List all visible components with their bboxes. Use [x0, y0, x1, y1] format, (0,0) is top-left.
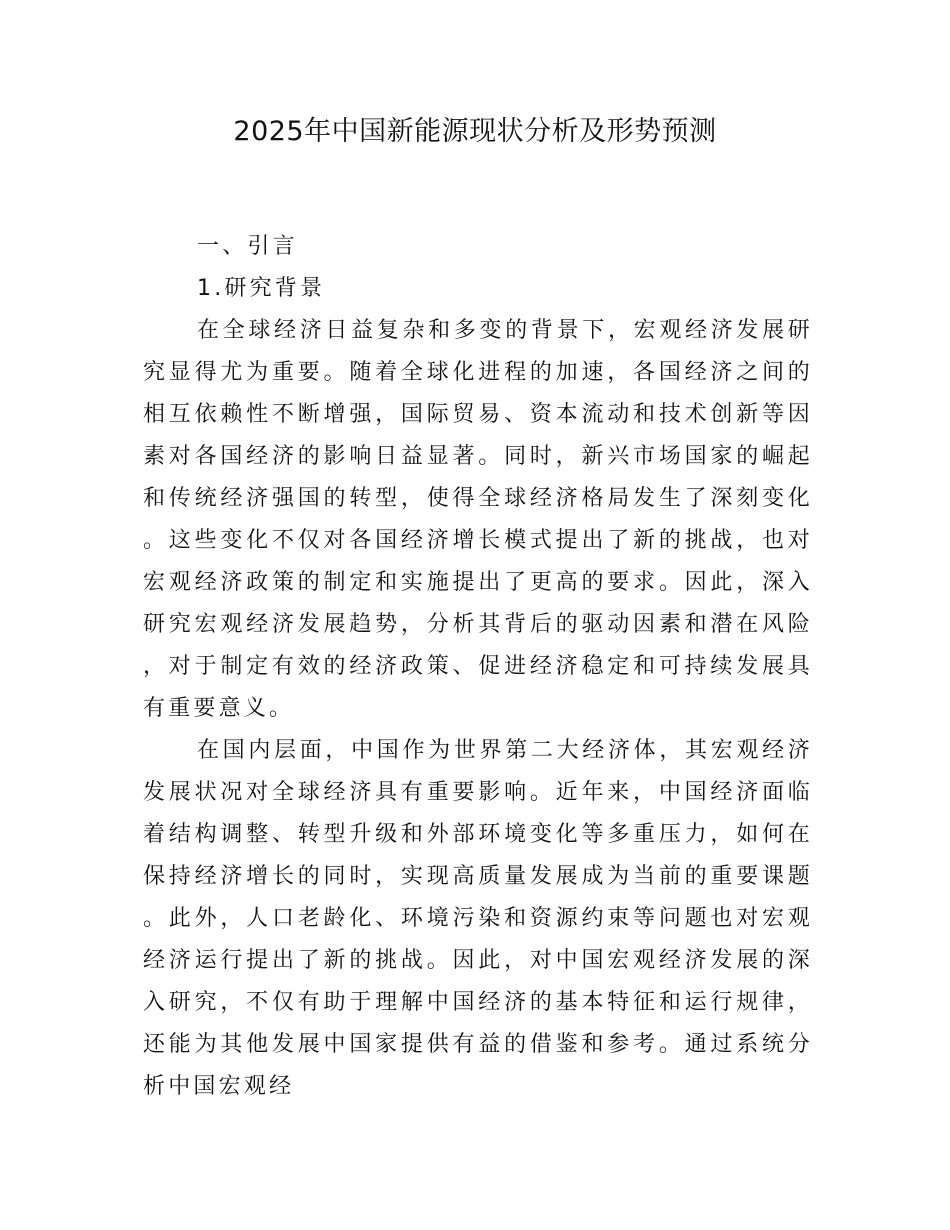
document-title: 2025年中国新能源现状分析及形势预测 — [233, 116, 717, 147]
section-heading-introduction: 一、引言 — [197, 234, 298, 259]
paragraph-domestic-context: 在国内层面，中国作为世界第二大经济体，其宏观经济发展状况对全球经济具有重要影响。近年来，中国经济面临着结构调整、转型升级和外部环境变化等多重压力，如何在保持经济增长的同时，实现高质量发展成为当前的重要课题。此外，人口老龄化、环境污染和资源约束等问题也对宏观经济运行提出了新的挑战。因此，对中国宏观经济发展的深入研究，不仅有助于理解中国经济的基本特征和运行规律，还能为其他发展中国家提供有益的借鉴和参考。通过系统分析中国宏观经 — [143, 738, 813, 1099]
subsection-heading-research-background: 1.研究背景 — [197, 276, 326, 301]
paragraph-global-context: 在全球经济日益复杂和多变的背景下，宏观经济发展研究显得尤为重要。随着全球化进程的加速，各国经济之间的相互依赖性不断增强，国际贸易、资本流动和技术创新等因素对各国经济的影响日益显著。同时，新兴市场国家的崛起和传统经济强国的转型，使得全球经济格局发生了深刻变化。这些变化不仅对各国经济增长模式提出了新的挑战，也对宏观经济政策的制定和实施提出了更高的要求。因此，深入研究宏观经济发展趋势，分析其背后的驱动因素和潜在风险，对于制定有效的经济政策、促进经济稳定和可持续发展具有重要意义。 — [143, 318, 813, 721]
document-body — [143, 226, 813, 1108]
